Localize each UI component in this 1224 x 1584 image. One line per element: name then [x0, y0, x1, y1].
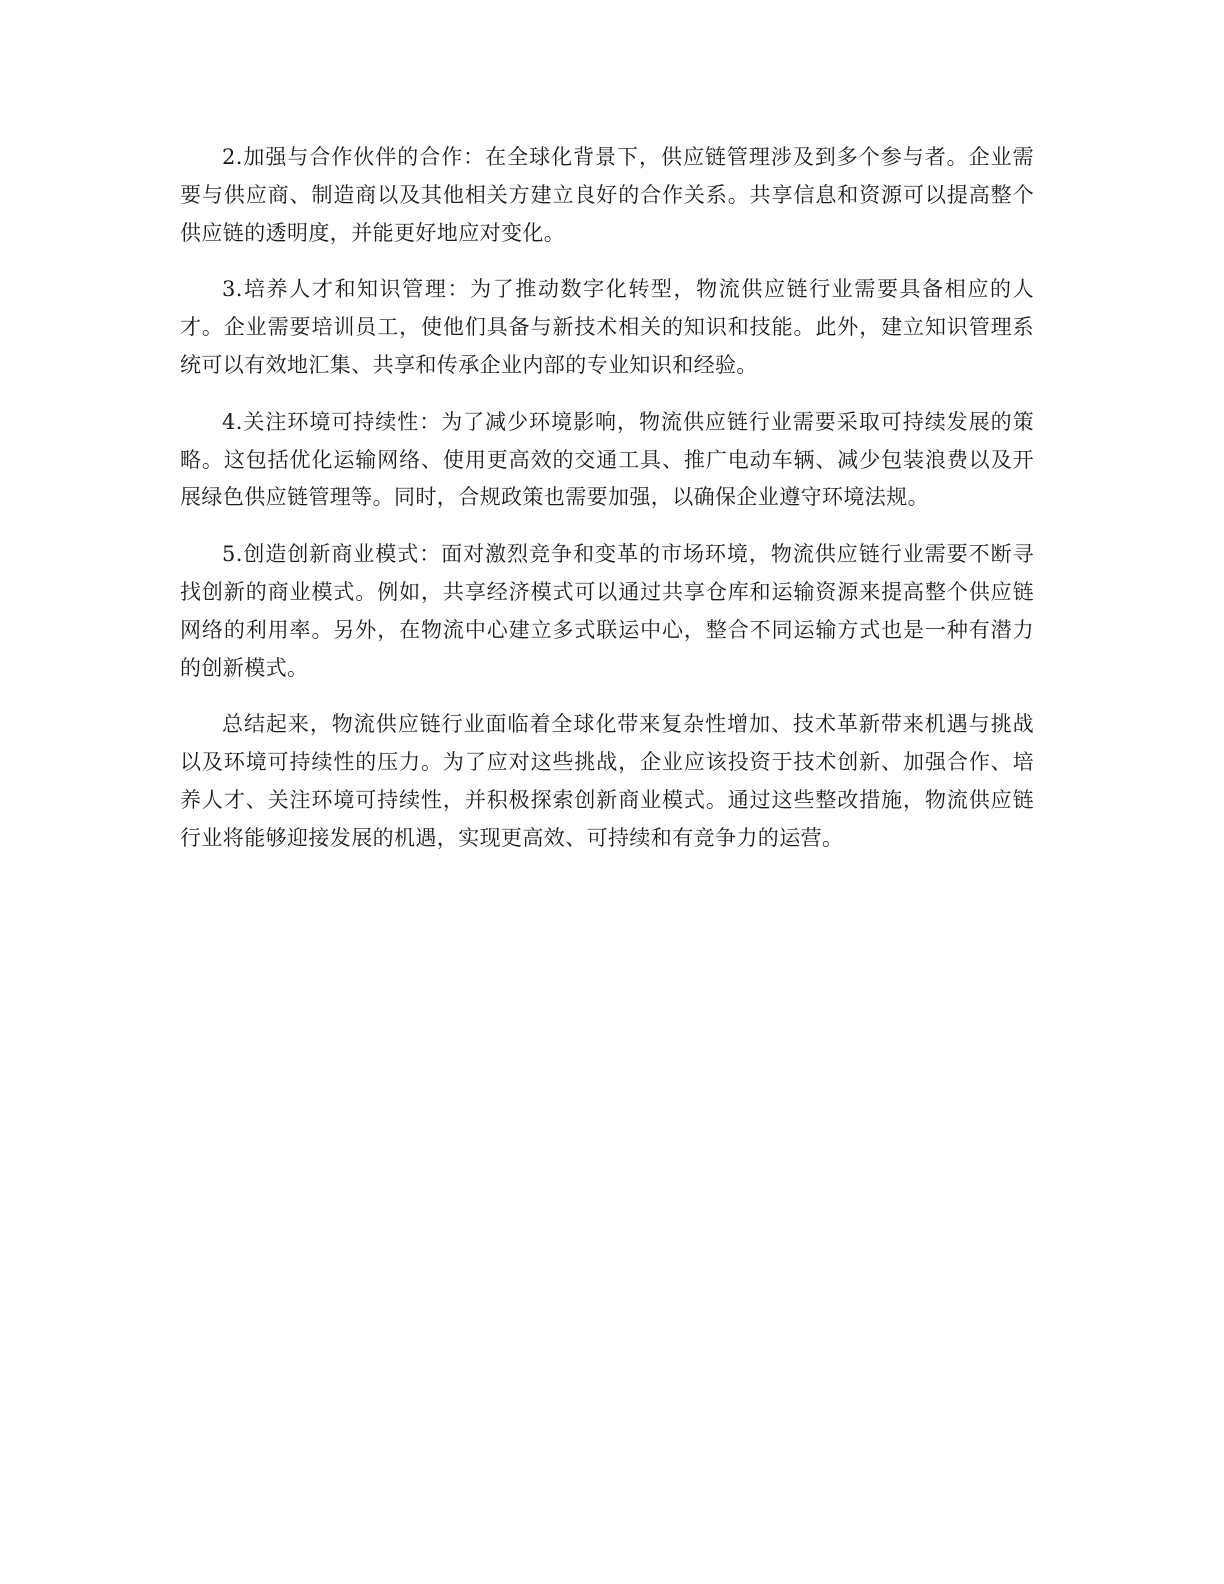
document-page — [180, 139, 1034, 877]
paragraph-environmental-sustainability: 4.关注环境可持续性：为了减少环境影响，物流供应链行业需要采取可持续发展的策略。这包括优化运输网络、使用更高效的交通工具、推广电动车辆、减少包装浪费以及开展绿色供应链管理等。同时，合规政策也需要加强，以确保企业遵守环境法规。 — [180, 409, 1034, 510]
paragraph-conclusion: 总结起来，物流供应链行业面临着全球化带来复杂性增加、技术革新带来机遇与挑战以及环境可持续性的压力。为了应对这些挑战，企业应该投资于技术创新、加强合作、培养人才、关注环境可持续性，并积极探索创新商业模式。通过这些整改措施，物流供应链行业将能够迎接发展的机遇，实现更高效、可持续和有竞争力的运营。 — [180, 712, 1034, 850]
paragraph-talent-knowledge: 3.培养人才和知识管理：为了推动数字化转型，物流供应链行业需要具备相应的人才。企业需要培训员工，使他们具备与新技术相关的知识和技能。此外，建立知识管理系统可以有效地汇集、共享和传承企业内部的专业知识和经验。 — [180, 277, 1034, 377]
paragraph-partner-cooperation: 2.加强与合作伙伴的合作：在全球化背景下，供应链管理涉及到多个参与者。企业需要与供应商、制造商以及其他相关方建立良好的合作关系。共享信息和资源可以提高整个供应链的透明度，并能更好地应对变化。 — [180, 145, 1034, 245]
paragraph-business-model-innovation: 5.创造创新商业模式：面对激烈竞争和变革的市场环境，物流供应链行业需要不断寻找创新的商业模式。例如，共享经济模式可以通过共享仓库和运输资源来提高整个供应链网络的利用率。另外，在物流中心建立多式联运中心，整合不同运输方式也是一种有潜力的创新模式。 — [180, 542, 1034, 680]
